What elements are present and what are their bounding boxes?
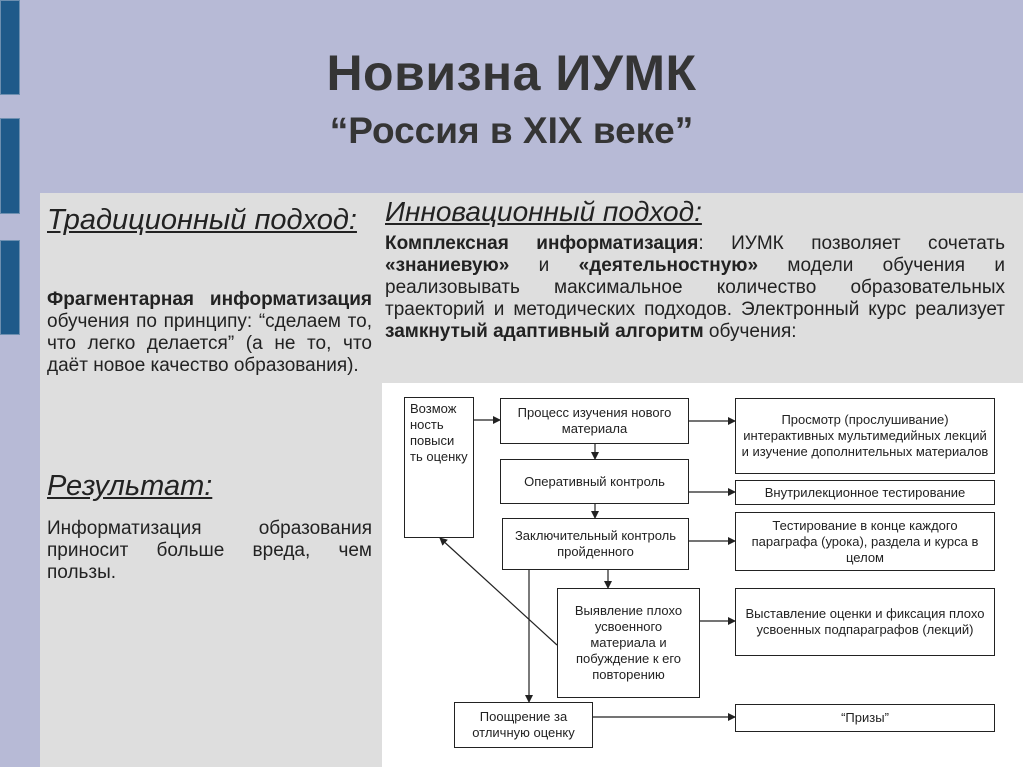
box-view: Просмотр (прослушивание) интерактивных мультимедийных лекций и изучение дополнительных материалов <box>735 398 995 474</box>
box-detect: Выявление плохо усвоенного материала и побуждение к его повторению <box>557 588 700 698</box>
slide-subtitle: “Россия в XIX веке” <box>329 110 694 151</box>
box-reward: Поощрение за отличную оценку <box>454 702 593 748</box>
result-heading: Результат: <box>47 470 213 502</box>
innov-text-4: и <box>509 255 579 276</box>
slide-title: Новизна ИУМК <box>326 45 697 101</box>
traditional-heading: Традиционный подход: <box>47 204 357 236</box>
box-possibility: Возмож ность повыси ть оценку <box>404 397 474 538</box>
box-test-end: Тестирование в конце каждого параграфа (урока), раздела и курса в целом <box>735 512 995 571</box>
box-operative: Оперативный контроль <box>500 459 689 504</box>
innov-bold-3: «знаниевую» <box>385 255 510 276</box>
innov-bold-7: замкнутый адаптивный алгоритм <box>385 321 704 342</box>
traditional-text-rest: обучения по принципу: “сделаем то, что легко делается” (а не то, что даёт новое качество образования). <box>47 311 372 376</box>
innovative-heading: Инновационный подход: <box>385 196 702 227</box>
innov-text-8: обучения: <box>703 321 797 342</box>
innov-bold-1: Комплексная информатизация <box>385 233 699 254</box>
innov-bold-5: «деятельностную» <box>578 255 759 276</box>
box-grading: Выставление оценки и фиксация плохо усвоенных подпараграфов (лекций) <box>735 588 995 656</box>
traditional-text-bold: Фрагментарная информатизация <box>47 289 372 310</box>
box-study: Процесс изучения нового материала <box>500 398 689 444</box>
innov-text-2: : ИУМК позволяет сочетать <box>698 233 1005 254</box>
box-prizes: “Призы” <box>735 704 995 732</box>
box-intra-test: Внутрилекционное тестирование <box>735 480 995 505</box>
result-text: Информатизация образования приносит больше вреда, чем пользы. <box>47 518 372 583</box>
innov-text-6: модели обучения и реализовывать максимальное количество образовательных траекторий и методических подходов. Электронный курс реализует <box>385 255 1005 320</box>
box-final: Заключительный контроль пройденного <box>502 518 689 570</box>
